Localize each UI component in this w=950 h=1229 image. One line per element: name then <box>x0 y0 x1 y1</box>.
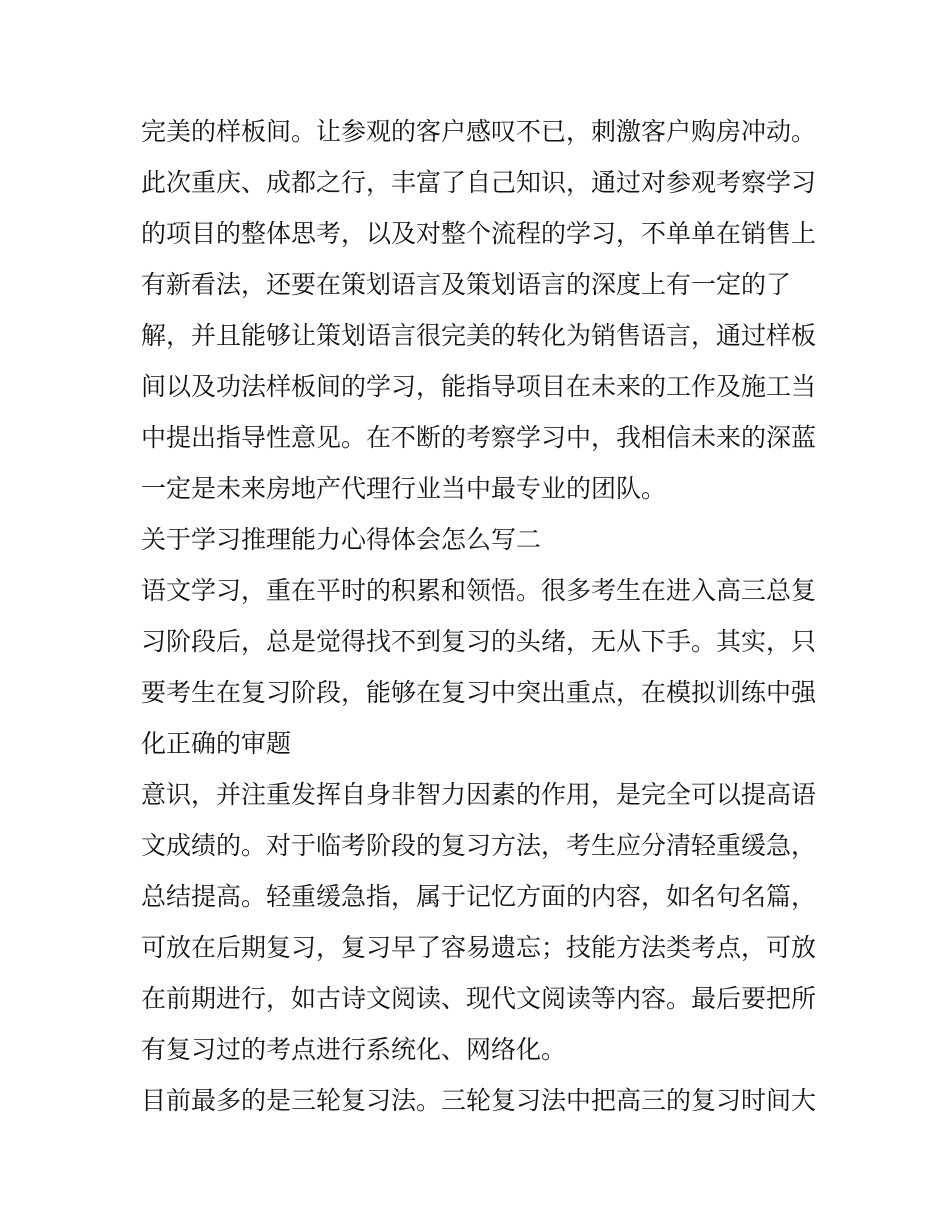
text-line: 文成绩的。对于临考阶段的复习方法，考生应分清轻重缓急， <box>141 831 817 860</box>
text-line: 解，并且能够让策划语言很完美的转化为销售语言，通过样板 <box>141 321 817 350</box>
text-line: 化正确的审题 <box>141 729 292 758</box>
text-line: 语文学习，重在平时的积累和领悟。很多考生在进入高三总复 <box>141 576 817 605</box>
text-line: 的项目的整体思考，以及对整个流程的学习，不单单在销售上 <box>141 219 817 248</box>
text-line: 一定是未来房地产代理行业当中最专业的团队。 <box>141 474 667 503</box>
body-text <box>141 106 821 1126</box>
text-line: 完美的样板间。让参观的客户感叹不已，刺激客户购房冲动。 <box>141 117 817 146</box>
text-line: 间以及功法样板间的学习，能指导项目在未来的工作及施工当 <box>141 372 817 401</box>
text-line: 在前期进行，如古诗文阅读、现代文阅读等内容。最后要把所 <box>141 984 817 1013</box>
text-line: 目前最多的是三轮复习法。三轮复习法中把高三的复习时间大 <box>141 1086 817 1115</box>
text-line: 可放在后期复习，复习早了容易遗忘；技能方法类考点，可放 <box>141 933 817 962</box>
text-line: 习阶段后，总是觉得找不到复习的头绪，无从下手。其实，只 <box>141 627 817 656</box>
text-line: 中提出指导性意见。在不断的考察学习中，我相信未来的深蓝 <box>141 423 817 452</box>
text-line: 有新看法，还要在策划语言及策划语言的深度上有一定的了 <box>141 270 792 299</box>
text-line: 有复习过的考点进行系统化、网络化。 <box>141 1035 567 1064</box>
text-line: 总结提高。轻重缓急指，属于记忆方面的内容，如名句名篇， <box>141 882 817 911</box>
text-line: 此次重庆、成都之行，丰富了自己知识，通过对参观考察学习 <box>141 168 817 197</box>
section-heading: 关于学习推理能力心得体会怎么写二 <box>141 525 542 554</box>
text-line: 要考生在复习阶段，能够在复习中突出重点，在模拟训练中强 <box>141 678 817 707</box>
text-line: 意识，并注重发挥自身非智力因素的作用，是完全可以提高语 <box>141 780 817 809</box>
